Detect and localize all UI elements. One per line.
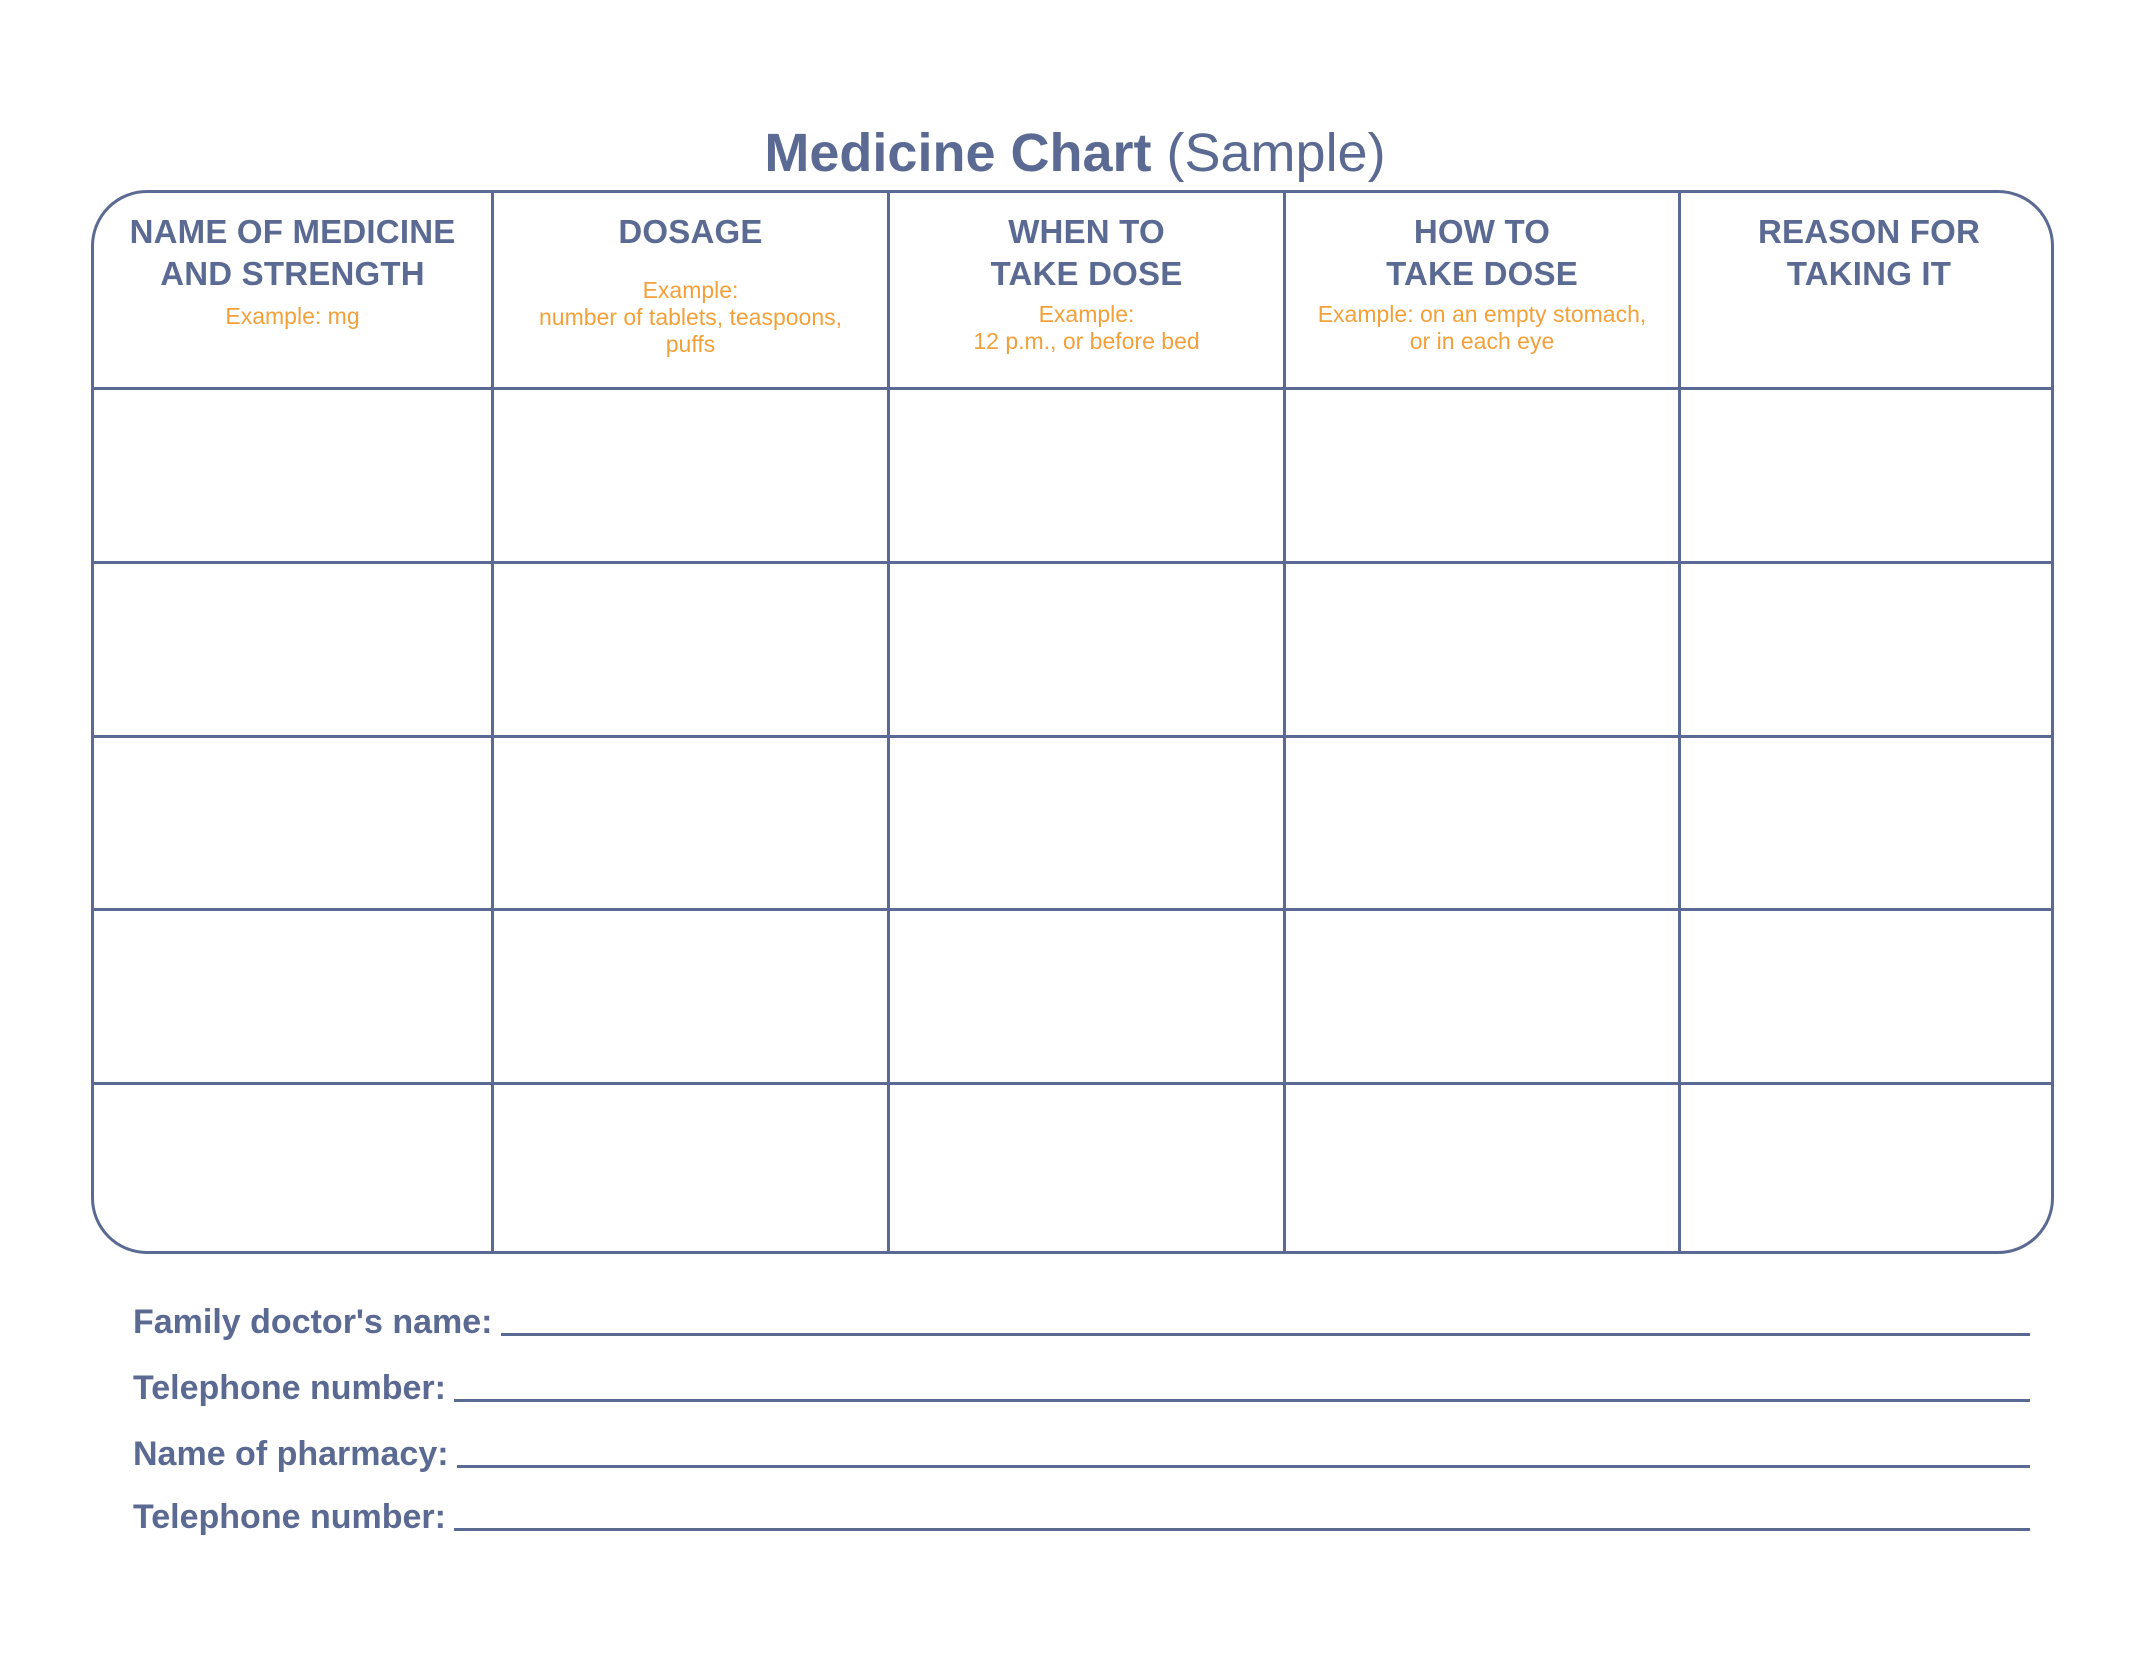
table-cell[interactable] (1681, 564, 2054, 735)
title-main: Medicine Chart (764, 123, 1152, 183)
family-doctor-field[interactable] (133, 1302, 2030, 1342)
table-cell[interactable] (494, 738, 887, 909)
example-text: puffs (665, 331, 716, 357)
table-cell[interactable] (94, 1085, 491, 1254)
table-cell[interactable] (494, 1085, 887, 1254)
header-reason (1681, 211, 2054, 295)
heading-line: DOSAGE (618, 213, 763, 250)
table-cell[interactable] (890, 564, 1283, 735)
heading-line: TAKE DOSE (1386, 255, 1578, 292)
table-cell[interactable] (494, 911, 887, 1082)
example-text: 12 p.m., or before bed (973, 328, 1200, 354)
page-title (0, 122, 2145, 184)
table-cell[interactable] (890, 911, 1283, 1082)
table-cell[interactable] (94, 911, 491, 1082)
table-cell[interactable] (1286, 1085, 1678, 1254)
header-when-to-take (890, 211, 1283, 355)
table-cell[interactable] (890, 738, 1283, 909)
field-label: Family doctor's name: (133, 1303, 493, 1341)
heading-line: HOW TO (1413, 213, 1551, 250)
heading-line: TAKING IT (1786, 255, 1952, 292)
example-text: or in each eye (1409, 328, 1555, 354)
title-sample: (Sample) (1166, 123, 1386, 183)
header-how-to-take (1286, 211, 1678, 355)
table-cell[interactable] (1681, 738, 2054, 909)
table-cell[interactable] (1286, 390, 1678, 561)
table-cell[interactable] (1286, 564, 1678, 735)
table-cell[interactable] (94, 738, 491, 909)
table-cell[interactable] (94, 390, 491, 561)
example-text: Example: on an empty stomach, (1317, 301, 1647, 327)
field-label: Name of pharmacy: (133, 1435, 449, 1473)
heading-line: WHEN TO (1008, 213, 1165, 250)
table-cell[interactable] (94, 564, 491, 735)
medicine-table (91, 190, 2054, 1254)
field-line[interactable] (454, 1399, 2030, 1402)
table-cell[interactable] (494, 390, 887, 561)
header-name-strength (94, 211, 491, 330)
field-line[interactable] (454, 1528, 2030, 1531)
doctor-telephone-field[interactable] (133, 1368, 2030, 1408)
heading-line: AND STRENGTH (160, 255, 425, 292)
field-line[interactable] (501, 1333, 2030, 1336)
table-cell[interactable] (1681, 911, 2054, 1082)
table-cell[interactable] (1681, 390, 2054, 561)
heading-line: TAKE DOSE (990, 255, 1183, 292)
field-line[interactable] (457, 1465, 2030, 1468)
table-cell[interactable] (890, 390, 1283, 561)
pharmacy-telephone-field[interactable] (133, 1497, 2030, 1537)
table-cell[interactable] (1681, 1085, 2054, 1254)
header-dosage (494, 211, 887, 358)
field-label: Telephone number: (133, 1498, 446, 1536)
example-text: number of tablets, teaspoons, (538, 304, 843, 330)
field-label: Telephone number: (133, 1369, 446, 1407)
table-cell[interactable] (1286, 911, 1678, 1082)
heading-line: NAME OF MEDICINE (129, 213, 456, 250)
table-cell[interactable] (890, 1085, 1283, 1254)
pharmacy-name-field[interactable] (133, 1434, 2030, 1474)
example-text: Example: (1038, 301, 1135, 327)
table-cell[interactable] (1286, 738, 1678, 909)
example-text: Example: mg (225, 303, 360, 329)
table-cell[interactable] (494, 564, 887, 735)
example-text: Example: (642, 277, 739, 303)
heading-line: REASON FOR (1757, 213, 1980, 250)
